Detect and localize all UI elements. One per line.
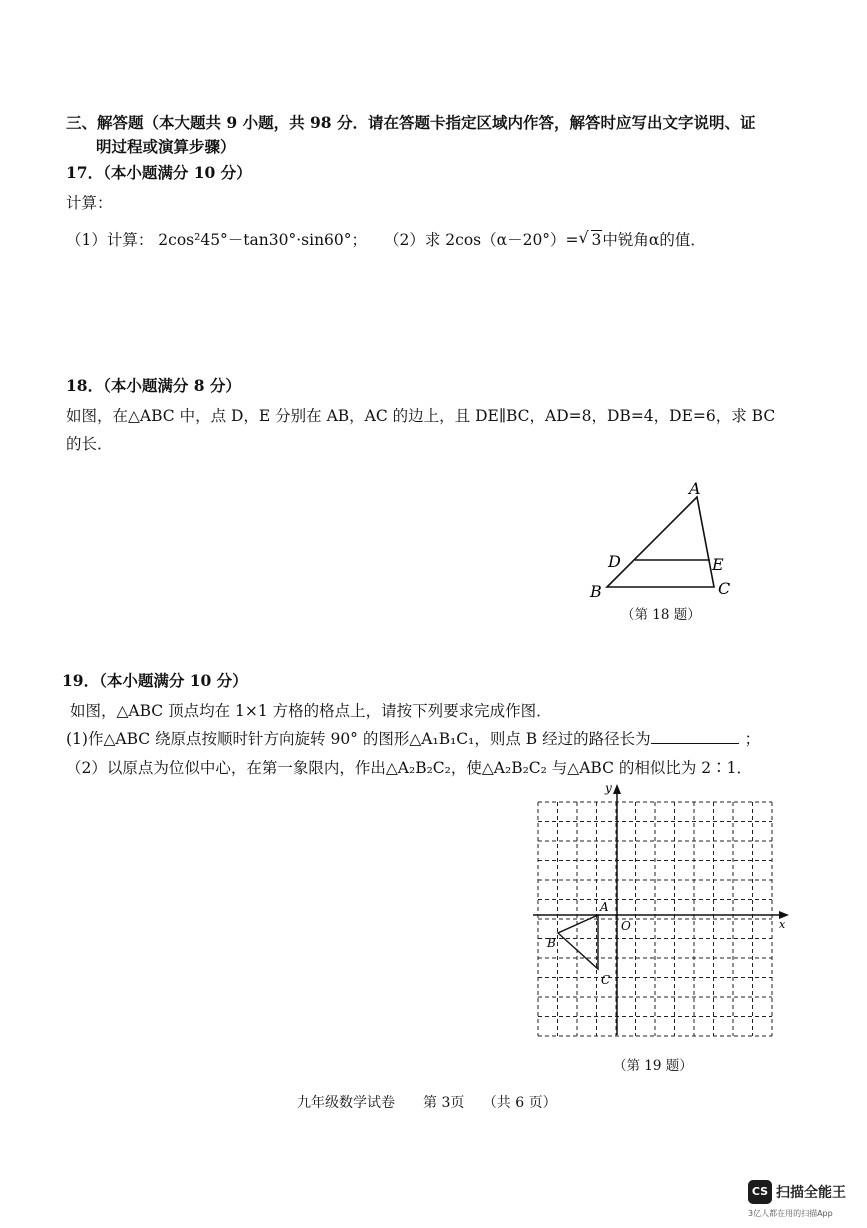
q19-part2: （2）以原点为位似中心，在第一象限内，作出△A₂B₂C₂，使△A₂B₂C₂ 与△ABC 的相似比为 2∶1．: [66, 759, 753, 777]
q17-title: 17．（本小题满分 10 分）: [66, 163, 252, 182]
label-e: E: [712, 555, 724, 574]
label-a: A: [689, 479, 701, 498]
label-c: C: [718, 579, 731, 598]
q19-part1: [66, 729, 760, 749]
q18-text-line1: 如图，在△ABC 中，点 D，E 分别在 AB，AC 的边上，且 DE∥BC，AD=8，DB=4，DE=6，求 BC: [66, 407, 776, 425]
label-o: O: [621, 919, 631, 933]
section-heading-cont: 明过程或演算步骤）: [96, 137, 236, 156]
q19-title: 19．（本小题满分 10 分）: [62, 671, 248, 690]
label-b: B: [547, 936, 556, 950]
q19-part1-end: ；: [744, 730, 761, 748]
page-footer: 九年级数学试卷 第 3页 （共 6 页）: [297, 1095, 557, 1111]
q19-grid-figure: [525, 778, 800, 1040]
watermark-name: 扫描全能王: [776, 1185, 846, 1201]
q19-part1-text: (1)作△ABC 绕原点按顺时针方向旋转 90° 的图形△A₁B₁C₁，则点 B 经过的路径长为: [66, 730, 651, 748]
answer-blank[interactable]: [651, 729, 739, 744]
triangle-abc-grid: [558, 915, 598, 969]
q17-part2-pre: （2）求 2cos（α－20°）=: [384, 231, 579, 249]
section-heading: 三、解答题（本大题共 9 小题，共 98 分．请在答题卡指定区域内作答，解答时应写出文字说明、证: [66, 113, 756, 132]
watermark-slogan: 3亿人都在用的扫描App: [748, 1209, 833, 1218]
label-b: B: [590, 582, 602, 601]
y-axis-arrow: [613, 784, 621, 794]
q18-title: 18．（本小题满分 8 分）: [66, 376, 241, 395]
q18-text-line2: 的长．: [66, 435, 113, 453]
axis-y-label: y: [605, 781, 612, 795]
q19-intro: 如图，△ABC 顶点均在 1×1 方格的格点上，请按下列要求完成作图．: [70, 702, 552, 720]
scanner-watermark: [748, 1180, 858, 1224]
q19-caption: （第 19 题）: [613, 1058, 693, 1074]
camscanner-logo-icon: CS: [748, 1180, 772, 1204]
q17-intro: 计算：: [66, 194, 113, 212]
q18-figure: [580, 470, 740, 610]
q17-part1: （1）计算： 2cos²45°－tan30°·sin60°；: [66, 231, 368, 249]
axis-x-label: x: [779, 918, 786, 931]
label-c: C: [601, 973, 611, 987]
q17-part2-post: 中锐角α的值．: [602, 231, 706, 249]
q17-part2: [384, 230, 706, 250]
triangle-abc: [607, 497, 714, 587]
sqrt-symbol: √ 3: [578, 228, 602, 249]
label-a: A: [600, 900, 609, 914]
label-d: D: [608, 552, 621, 571]
q18-caption: （第 18 题）: [621, 607, 701, 623]
grid-lines: [538, 802, 772, 1036]
